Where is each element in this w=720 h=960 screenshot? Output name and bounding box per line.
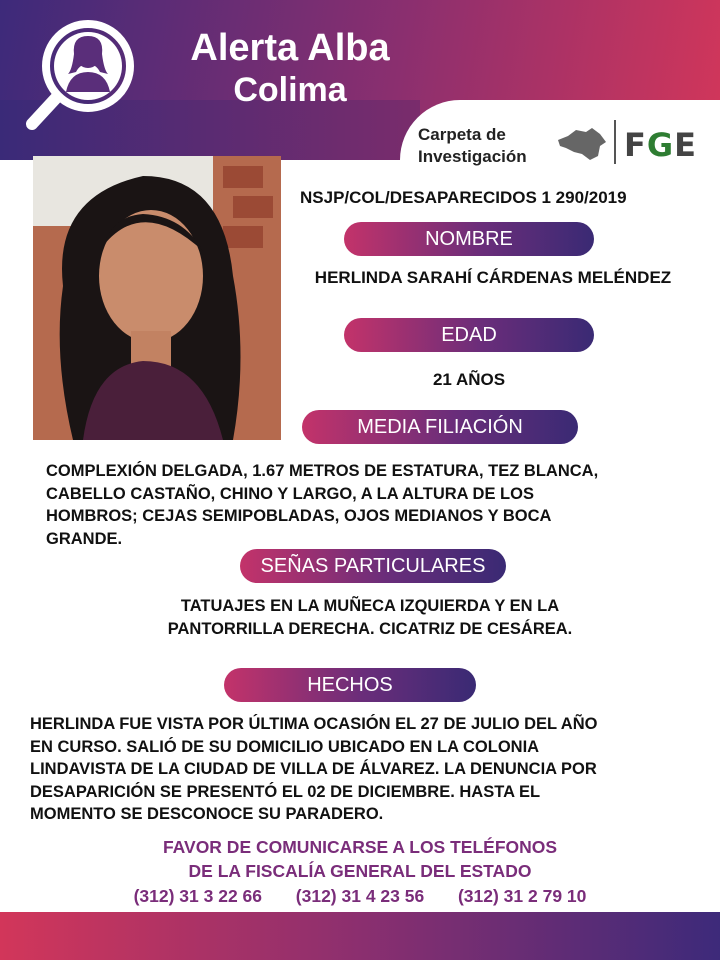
hechos-pill: HECHOS	[224, 668, 476, 702]
senas-line: TATUAJES EN LA MUÑECA IZQUIERDA Y EN LA	[180, 597, 560, 615]
hechos-line: LINDAVISTA DE LA CIUDAD DE VILLA DE ÁLVAREZ. LA DENUNCIA POR	[30, 760, 597, 778]
phone-number: (312) 31 2 79 10	[457, 886, 587, 906]
edad-pill: EDAD	[344, 318, 594, 352]
missing-person-photo	[33, 156, 281, 440]
logo-divider	[614, 120, 616, 164]
hechos-line: DESAPARICIÓN SE PRESENTÓ EL 02 DE DICIEMBRE. HASTA EL	[30, 782, 541, 801]
senas-text	[100, 595, 640, 640]
hechos-line: HERLINDA FUE VISTA POR ÚLTIMA OCASIÓN EL 27 DE JULIO DEL AÑO	[30, 715, 598, 733]
hechos-line: MOMENTO SE DESCONOCE SU PARADERO.	[30, 805, 384, 823]
hechos-line: EN CURSO. SALIÓ DE SU DOMICILIO UBICADO EN LA COLONIA	[30, 737, 540, 756]
title-line-1: Alerta Alba	[190, 27, 390, 69]
media-filiacion-line: COMPLEXIÓN DELGADA, 1.67 METROS DE ESTATURA, TEZ BLANCA,	[46, 462, 599, 480]
footer-bar	[0, 912, 720, 960]
media-filiacion-text	[46, 460, 696, 550]
media-filiacion-pill: MEDIA FILIACIÓN	[302, 410, 578, 444]
carpeta-label	[418, 124, 548, 168]
phone-number: (312) 31 4 23 56	[295, 886, 425, 906]
nombre-pill: NOMBRE	[344, 222, 594, 256]
hechos-text	[30, 713, 690, 826]
carpeta-label-line1: Carpeta de	[418, 125, 506, 144]
magnifier-person-icon	[22, 14, 142, 134]
carpeta-number: NSJP/COL/DESAPARECIDOS 1 290/2019	[300, 188, 627, 207]
carpeta-label-line2: Investigación	[418, 147, 527, 166]
colima-map-icon	[556, 126, 608, 162]
contact-line-1: FAVOR DE COMUNICARSE A LOS TELÉFONOS	[162, 837, 558, 857]
media-filiacion-line: CABELLO CASTAÑO, CHINO Y LARGO, A LA ALTURA DE LOS	[46, 484, 534, 503]
nombre-value: HERLINDA SARAHÍ CÁRDENAS MELÉNDEZ	[314, 268, 672, 287]
senas-pill: SEÑAS PARTICULARES	[240, 549, 506, 583]
phone-number: (312) 31 3 22 66	[133, 886, 263, 906]
phone-list	[0, 886, 720, 907]
contact-line-2: DE LA FISCALÍA GENERAL DEL ESTADO	[188, 861, 532, 881]
fge-logo: FGE	[624, 126, 697, 164]
media-filiacion-line: GRANDE.	[46, 529, 123, 548]
title-line-2: Colima	[233, 71, 347, 109]
senas-line: PANTORRILLA DERECHA. CICATRIZ DE CESÁREA.	[167, 619, 573, 638]
media-filiacion-line: HOMBROS; CEJAS SEMIPOBLADAS, OJOS MEDIANOS Y BOCA	[46, 507, 552, 525]
edad-value: 21 AÑOS	[432, 370, 506, 389]
